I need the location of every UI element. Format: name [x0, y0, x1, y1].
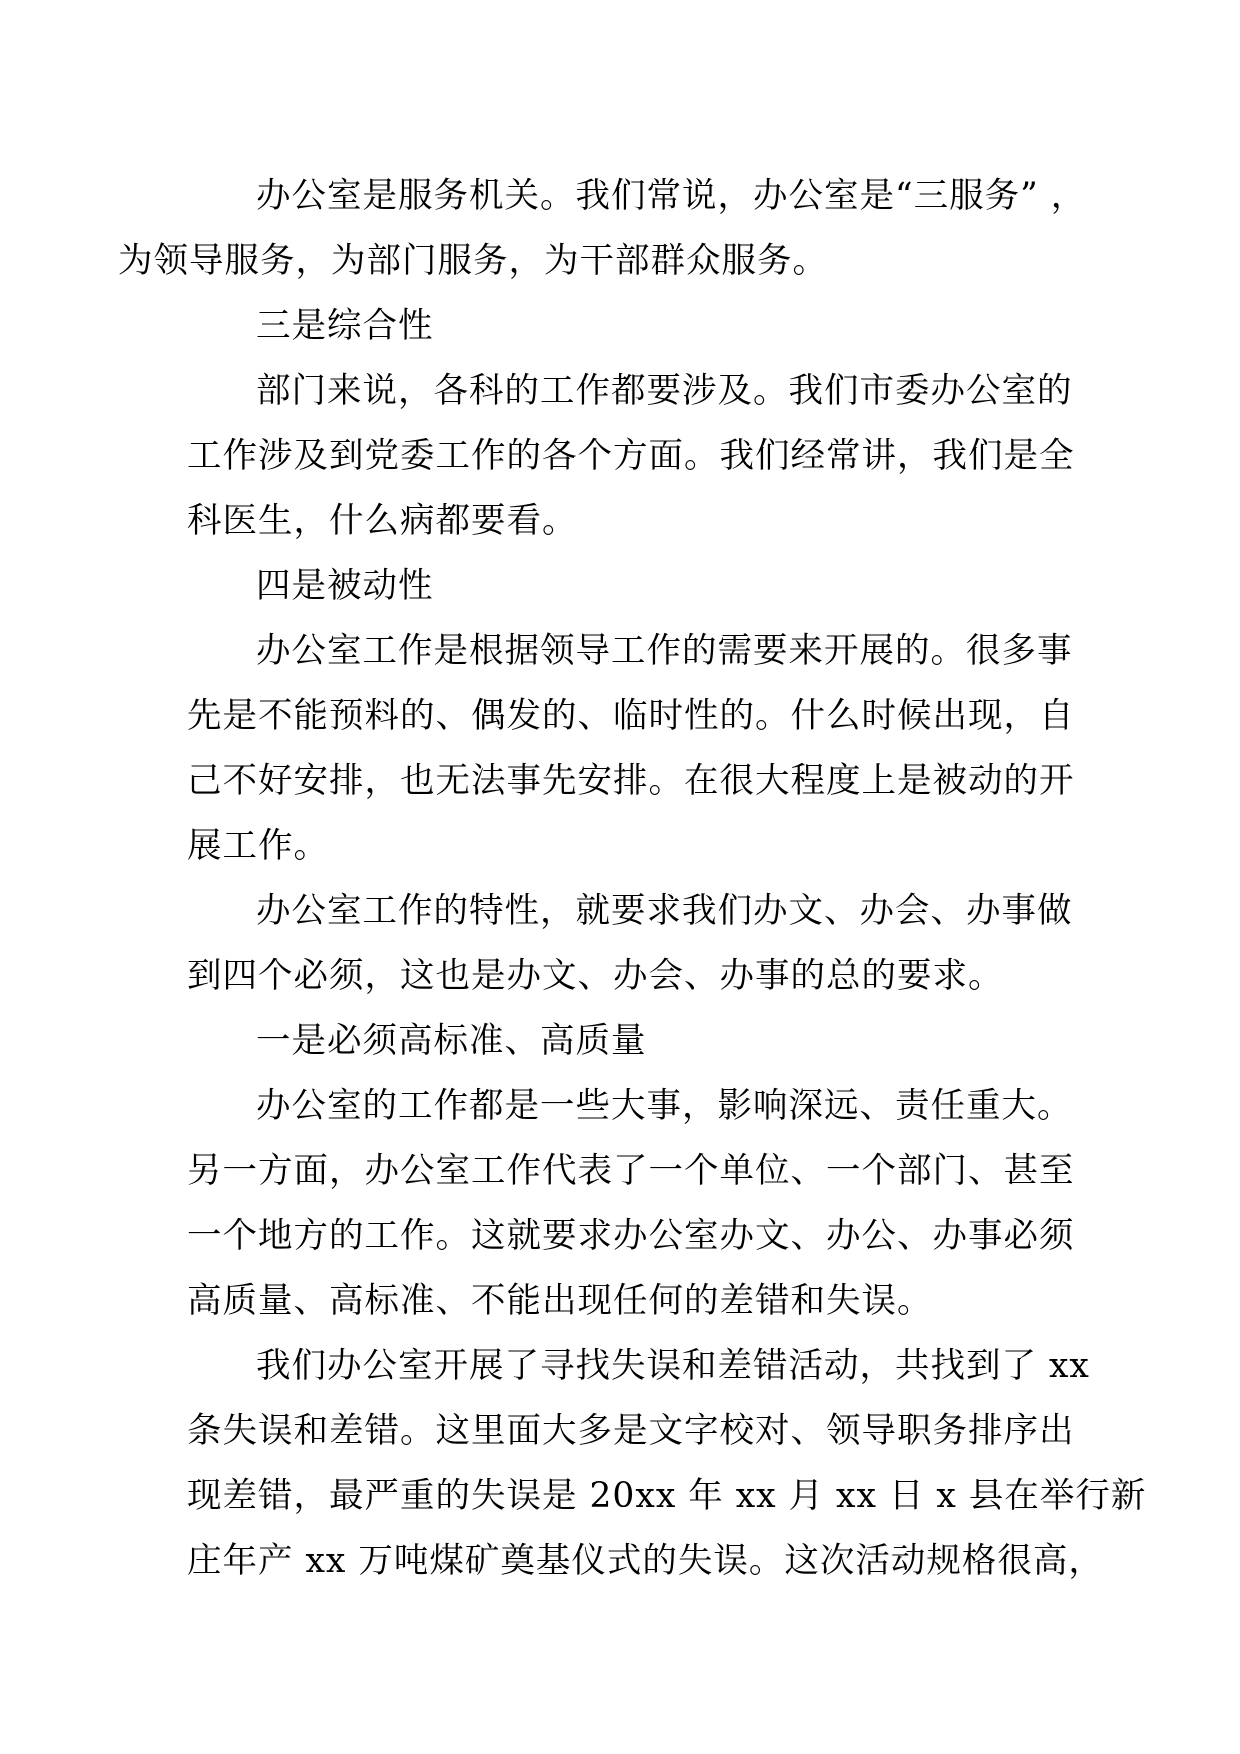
text-line: 工作涉及到党委工作的各个方面。我们经常讲，我们是全: [187, 436, 1075, 476]
text-line: 办公室工作是根据领导工作的需要来开展的。很多事: [256, 631, 1073, 671]
text-line: 先是不能预料的、偶发的、临时性的。什么时候出现，自: [187, 696, 1075, 736]
paragraph: [187, 359, 1075, 554]
text-line: 一个地方的工作。这就要求办公室办文、办公、办事必须: [187, 1216, 1075, 1256]
text-line: 一是必须高标准、高质量: [256, 1021, 647, 1061]
paragraph: [187, 1074, 1075, 1334]
paragraph: [118, 164, 1087, 294]
paragraph: [187, 1334, 1147, 1594]
document-body: [118, 164, 1147, 1594]
text-line: 我们办公室开展了寻找失误和差错活动，共找到了 xx: [256, 1346, 1090, 1386]
section-heading: [187, 294, 1057, 359]
paragraph: [187, 619, 1075, 879]
section-heading: [187, 1009, 1057, 1074]
text-line: 庄年产 xx 万吨煤矿奠基仪式的失误。这次活动规格很高，: [187, 1541, 1104, 1581]
text-line: 为领导服务，为部门服务，为干部群众服务。: [118, 241, 828, 281]
paragraph: [187, 879, 1073, 1009]
text-line: 条失误和差错。这里面大多是文字校对、领导职务排序出: [187, 1411, 1075, 1451]
text-line: 现差错，最严重的失误是 20xx 年 xx 月 xx 日 x 县在举行新: [187, 1476, 1147, 1516]
text-line: 四是被动性: [256, 566, 434, 606]
text-line: 到四个必须，这也是办文、办会、办事的总的要求。: [187, 956, 1004, 996]
text-line: 办公室是服务机关。我们常说，办公室是“三服务” ，: [256, 176, 1087, 216]
text-line: 展工作。: [187, 826, 329, 866]
text-line: 部门来说，各科的工作都要涉及。我们市委办公室的: [256, 371, 1073, 411]
text-line: 己不好安排，也无法事先安排。在很大程度上是被动的开: [187, 761, 1075, 801]
text-line: 另一方面，办公室工作代表了一个单位、一个部门、甚至: [187, 1151, 1075, 1191]
text-line: 办公室工作的特性，就要求我们办文、办会、办事做: [256, 891, 1073, 931]
text-line: 三是综合性: [256, 306, 434, 346]
text-line: 办公室的工作都是一些大事，影响深远、责任重大。: [256, 1086, 1073, 1126]
section-heading: [187, 554, 1057, 619]
text-line: 高质量、高标准、不能出现任何的差错和失误。: [187, 1281, 933, 1321]
text-line: 科医生，什么病都要看。: [187, 501, 578, 541]
